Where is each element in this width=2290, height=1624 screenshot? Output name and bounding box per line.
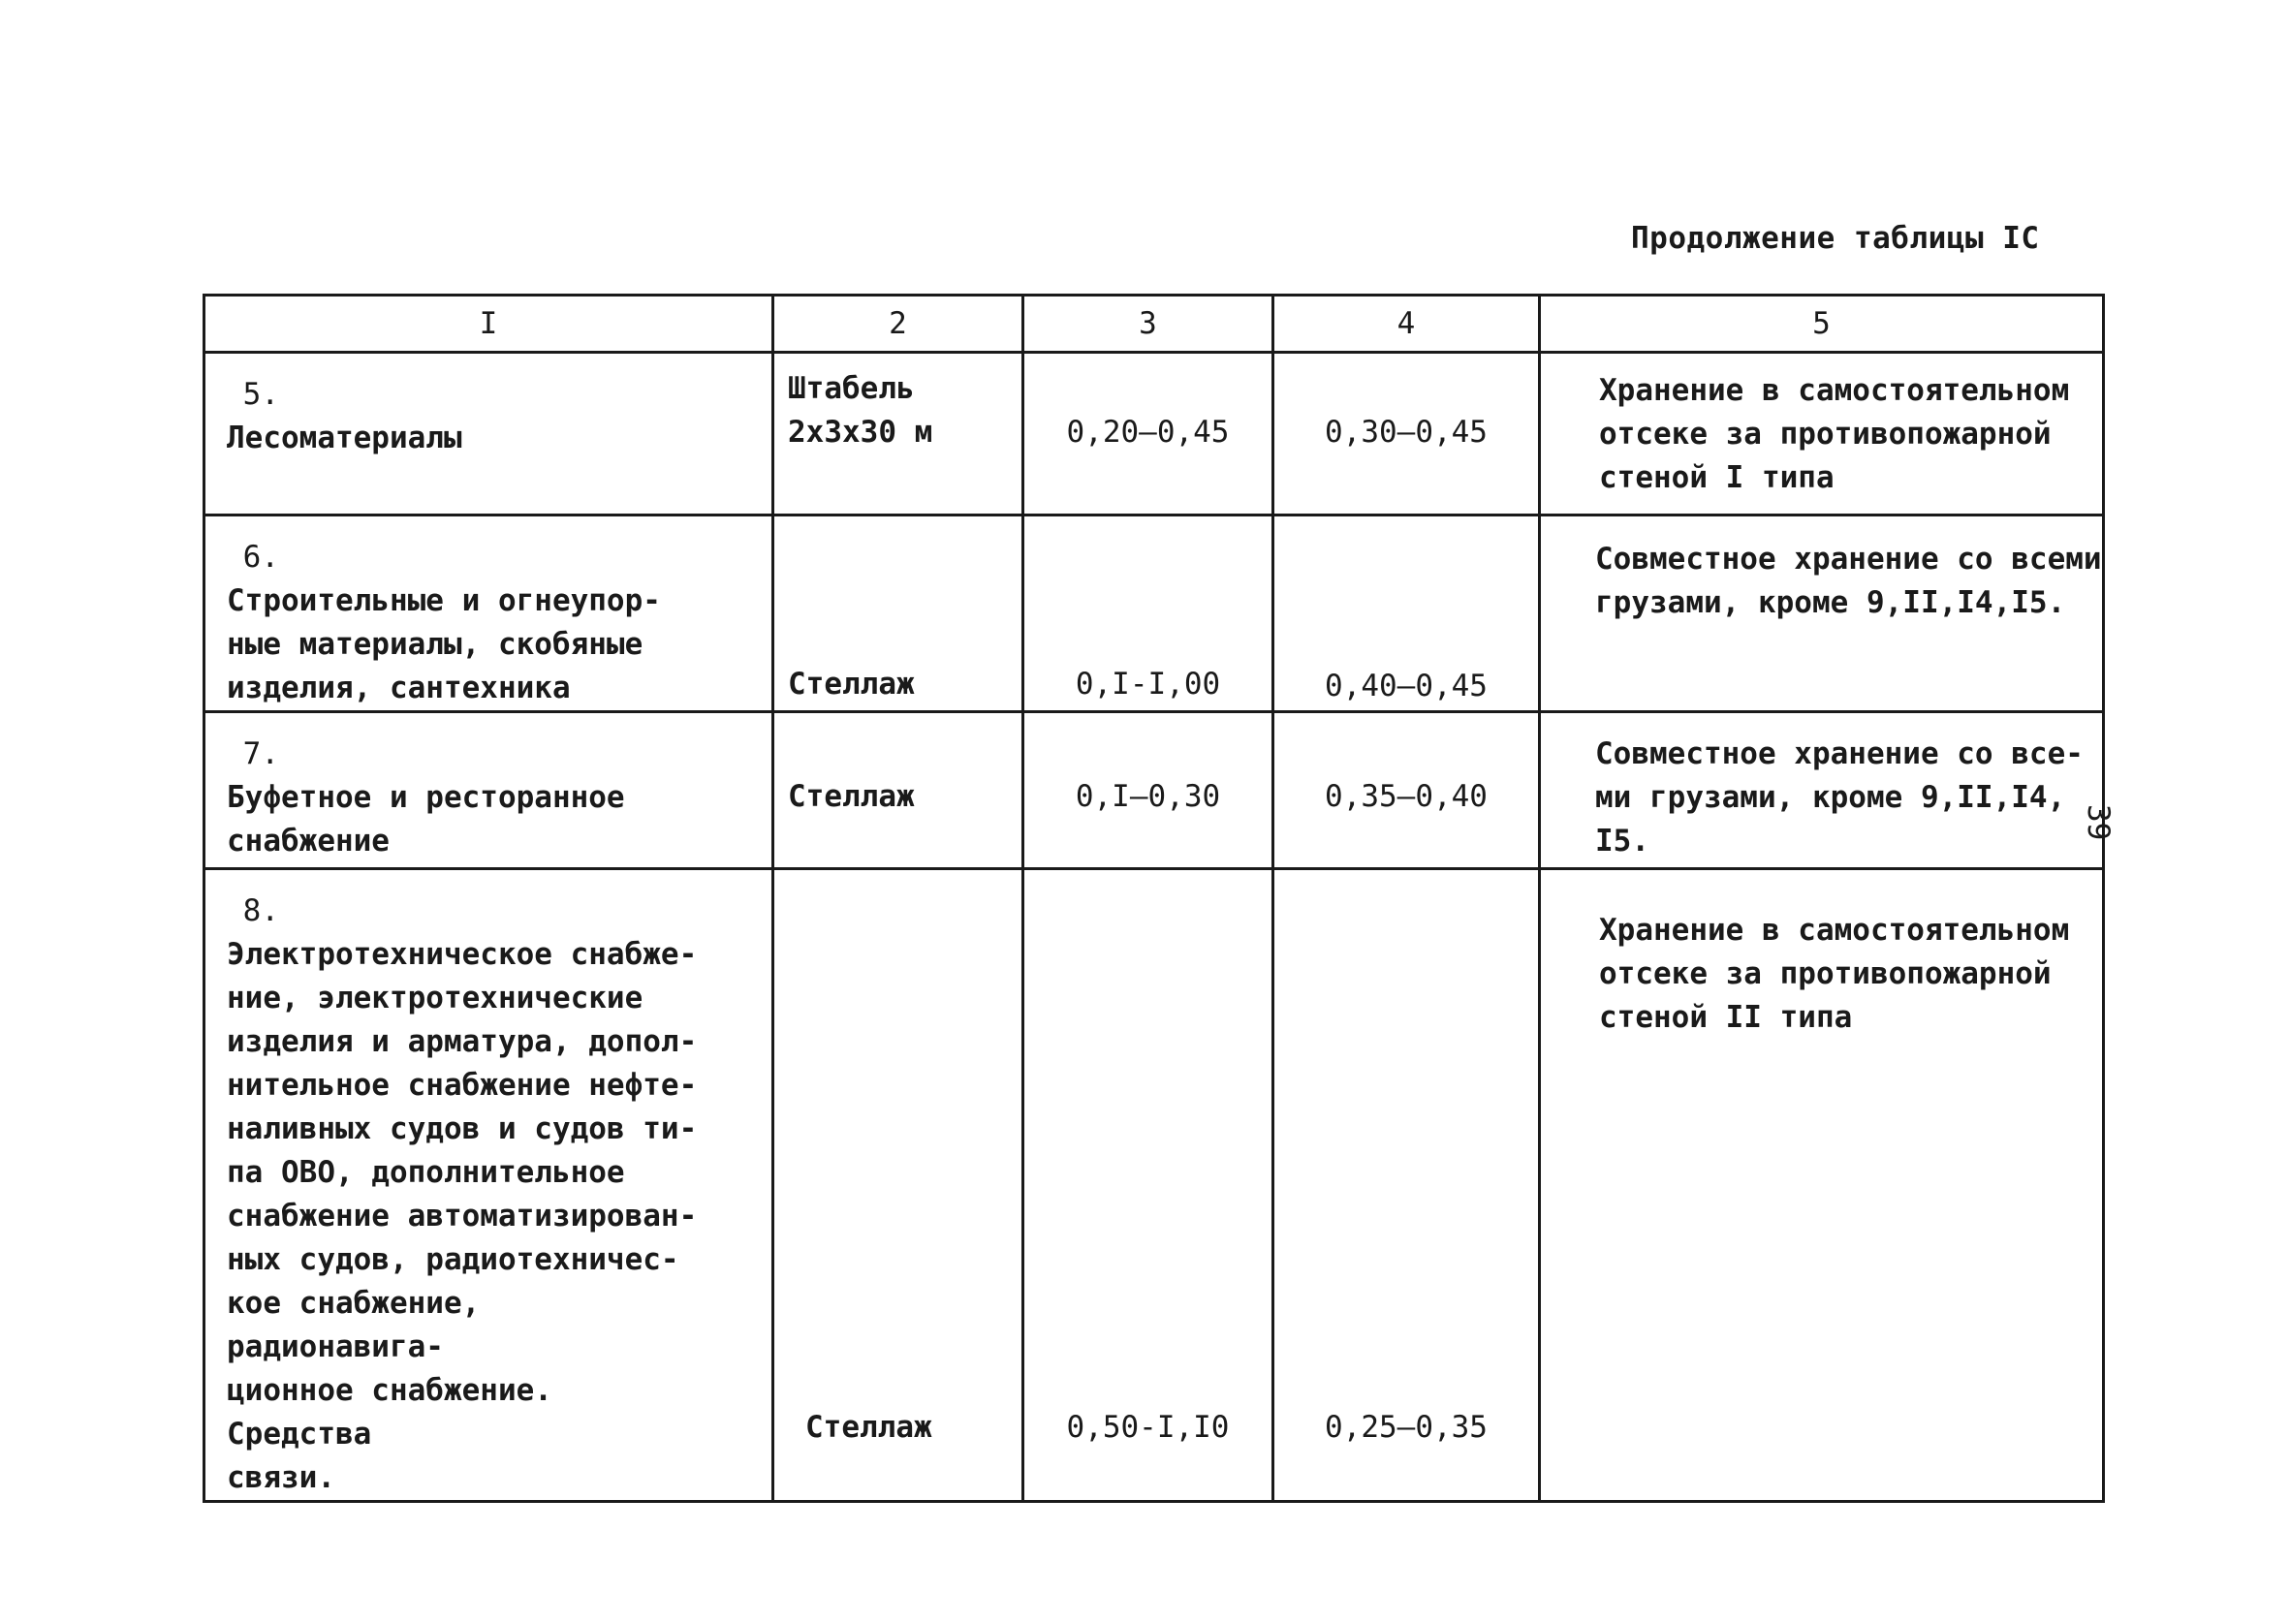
cargo-cell: [204, 353, 773, 515]
col4-value: 0,30–0,45: [1273, 353, 1540, 515]
table-row: [204, 353, 2104, 515]
col4-value: 0,35–0,40: [1273, 712, 1540, 869]
note-cell: Совместное хранение со все- ми грузами, кроме 9,II,I4, I5.: [1540, 712, 2104, 869]
cargo-cell: [204, 712, 773, 869]
note-cell: Хранение в самостоятельном отсеке за противопожарной стеной I типа: [1540, 353, 2104, 515]
cargo-name: Лесоматериалы: [227, 421, 462, 455]
cargo-cell: [204, 515, 773, 712]
col3-value: 0,I-I,00: [1023, 515, 1273, 712]
row-number: 5.: [242, 377, 279, 412]
header-col-5: 5: [1540, 296, 2104, 353]
row-number: 8.: [242, 893, 279, 928]
cargo-name: Буфетное и ресторанное снабжение: [227, 780, 625, 859]
col3-value: 0,50-I,I0: [1023, 869, 1273, 1502]
storage-cell: Штабель 2х3х30 м: [773, 353, 1023, 515]
table-row: [204, 869, 2104, 1502]
storage-cell: Стеллаж: [773, 712, 1023, 869]
header-row: [204, 296, 2104, 353]
col4-value: 0,25–0,35: [1273, 869, 1540, 1502]
note-cell: Совместное хранение со всеми грузами, кроме 9,II,I4,I5.: [1540, 515, 2104, 712]
col3-value: 0,20–0,45: [1023, 353, 1273, 515]
header-col-2: 2: [773, 296, 1023, 353]
storage-cell: Стеллаж: [773, 515, 1023, 712]
table-caption: Продолжение таблицы IC: [1631, 221, 2040, 256]
header-col-1: I: [204, 296, 773, 353]
row-number: 6.: [242, 540, 279, 575]
col3-value: 0,I–0,30: [1023, 712, 1273, 869]
header-col-3: 3: [1023, 296, 1273, 353]
note-cell: Хранение в самостоятельном отсеке за противопожарной стеной II типа: [1540, 869, 2104, 1502]
header-col-4: 4: [1273, 296, 1540, 353]
row-number: 7.: [242, 736, 279, 771]
col4-value: 0,40–0,45: [1273, 515, 1540, 712]
table-row: [204, 515, 2104, 712]
storage-cell: Стеллаж: [773, 869, 1023, 1502]
cargo-cell: [204, 869, 773, 1502]
page-number: 39: [2081, 804, 2116, 841]
cargo-name: Электротехническое снабже- ние, электротехнические изделия и арматура, допол- нительное снабжение нефте- наливных судов и судов ти- па ОВО, дополнительное снабжение автоматизирован- ных судов, радиотехничес- кое снабжение, радионавига- ционное снабжение. Средства связи.: [227, 937, 698, 1495]
table-row: [204, 712, 2104, 869]
cargo-name: Строительные и огнеупор- ные материалы, скобяные изделия, сантехника: [227, 583, 661, 705]
storage-table: [203, 294, 2105, 1503]
